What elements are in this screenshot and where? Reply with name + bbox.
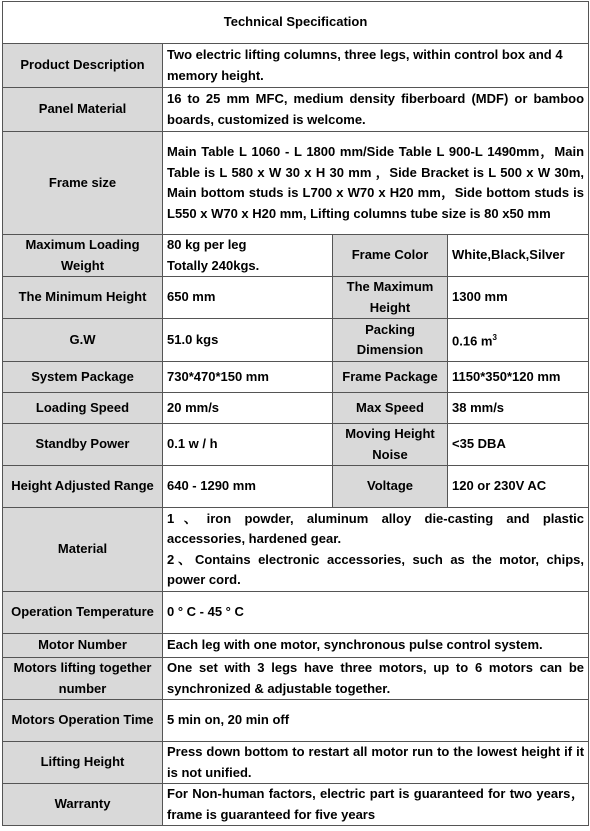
spec-table	[2, 1, 589, 826]
row-speeds	[3, 393, 589, 424]
label-max-speed: Max Speed	[333, 393, 448, 424]
label-moving-noise: Moving Height Noise	[333, 424, 448, 466]
value-loading-speed: 20 mm/s	[163, 393, 333, 424]
label-motors-lifting-together: Motors lifting together number	[3, 658, 163, 700]
value-operation-temperature: 0 ° C - 45 ° C	[163, 592, 589, 634]
max-loading-line1: 80 kg per leg	[167, 237, 247, 252]
row-packages	[3, 362, 589, 393]
table-title: Technical Specification	[3, 2, 589, 44]
label-material: Material	[3, 508, 163, 592]
value-max-height: 1300 mm	[448, 277, 589, 319]
label-min-height: The Minimum Height	[3, 277, 163, 319]
label-loading-speed: Loading Speed	[3, 393, 163, 424]
value-max-loading	[163, 235, 333, 277]
row-range-voltage	[3, 466, 589, 508]
row-motors-lifting-together	[3, 658, 589, 700]
value-product-description: Two electric lifting columns, three legs, within control box and 4 memory height.	[163, 44, 589, 88]
title-row	[3, 2, 589, 44]
row-operation-temperature	[3, 592, 589, 634]
value-frame-size: Main Table L 1060 - L 1800 mm/Side Table L 900-L 1490mm，Main Table is L 580 x W 30 x H 30 mm ，Side Bracket is L 500 x W 30m, Main bottom studs is L700 x W70 x H20 mm，Side bottom studs is L550 x W70 x H20 mm, Lifting columns tube size is 80 x50 mm	[163, 132, 589, 235]
label-max-height: The Maximum Height	[333, 277, 448, 319]
label-gw: G.W	[3, 319, 163, 362]
value-motors-lifting-together: One set with 3 legs have three motors, up to 6 motors can be synchronized & adjustable together.	[163, 658, 589, 700]
packing-dimension-exponent: 3	[492, 333, 497, 343]
value-frame-package: 1150*350*120 mm	[448, 362, 589, 393]
value-panel-material: 16 to 25 mm MFC, medium density fiberboard (MDF) or bamboo boards, customized is welcome.	[163, 88, 589, 132]
label-panel-material: Panel Material	[3, 88, 163, 132]
value-motors-operation-time: 5 min on, 20 min off	[163, 700, 589, 742]
value-voltage: 120 or 230V AC	[448, 466, 589, 508]
label-system-package: System Package	[3, 362, 163, 393]
row-loading-color	[3, 235, 589, 277]
row-power-noise	[3, 424, 589, 466]
value-frame-color: White,Black,Silver	[448, 235, 589, 277]
material-line1: 1、iron powder, aluminum alloy die-casting and plastic accessories, hardened gear.	[167, 510, 585, 546]
row-product-description	[3, 44, 589, 88]
row-panel-material	[3, 88, 589, 132]
value-material	[163, 508, 589, 592]
label-frame-size: Frame size	[3, 132, 163, 235]
max-loading-line2: Totally 240kgs.	[167, 257, 260, 273]
value-moving-noise: <35 DBA	[448, 424, 589, 466]
row-material	[3, 508, 589, 592]
material-line2: 2、Contains electronic accessories, such as the motor, chips, power cord.	[167, 551, 585, 587]
row-weight-dimension	[3, 319, 589, 362]
value-lifting-height: Press down bottom to restart all motor run to the lowest height if it is not unified.	[163, 742, 589, 784]
row-motors-operation-time	[3, 700, 589, 742]
value-warranty: For Non-human factors, electric part is guaranteed for two years，frame is guaranteed for five years	[163, 784, 589, 826]
label-lifting-height: Lifting Height	[3, 742, 163, 784]
row-heights	[3, 277, 589, 319]
label-height-range: Height Adjusted Range	[3, 466, 163, 508]
label-warranty: Warranty	[3, 784, 163, 826]
value-gw: 51.0 kgs	[163, 319, 333, 362]
value-packing-dimension	[448, 319, 589, 362]
value-motor-number: Each leg with one motor, synchronous pulse control system.	[163, 634, 589, 658]
label-operation-temperature: Operation Temperature	[3, 592, 163, 634]
value-system-package: 730*470*150 mm	[163, 362, 333, 393]
label-standby-power: Standby Power	[3, 424, 163, 466]
value-min-height: 650 mm	[163, 277, 333, 319]
row-motor-number	[3, 634, 589, 658]
value-max-speed: 38 mm/s	[448, 393, 589, 424]
label-product-description: Product Description	[3, 44, 163, 88]
label-max-loading: Maximum Loading Weight	[3, 235, 163, 277]
label-frame-package: Frame Package	[333, 362, 448, 393]
label-motors-operation-time: Motors Operation Time	[3, 700, 163, 742]
value-standby-power: 0.1 w / h	[163, 424, 333, 466]
label-voltage: Voltage	[333, 466, 448, 508]
row-frame-size	[3, 132, 589, 235]
row-warranty	[3, 784, 589, 826]
row-lifting-height	[3, 742, 589, 784]
label-motor-number: Motor Number	[3, 634, 163, 658]
label-frame-color: Frame Color	[333, 235, 448, 277]
value-height-range: 640 - 1290 mm	[163, 466, 333, 508]
packing-dimension-number: 0.16 m	[452, 333, 493, 349]
label-packing-dimension: Packing Dimension	[333, 319, 448, 362]
